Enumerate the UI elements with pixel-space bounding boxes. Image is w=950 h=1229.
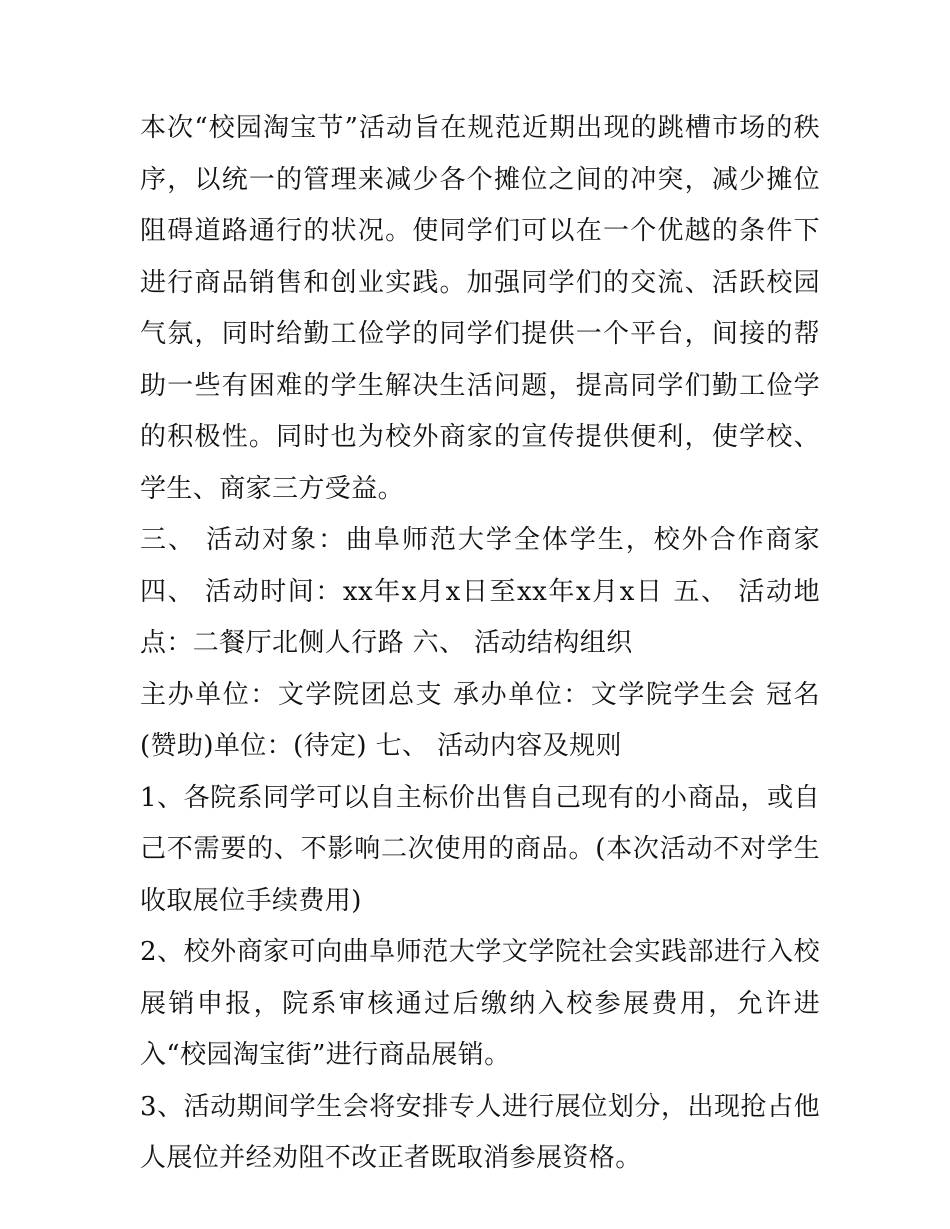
paragraph-rule-3: 3、活动期间学生会将安排专人进行展位划分，出现抢占他人展位并经劝阻不改正者既取消参展资格。	[140, 1091, 820, 1173]
paragraph-rule-2: 2、校外商家可向曲阜师范大学文学院社会实践部进行入校展销申报，院系审核通过后缴纳入校参展费用，允许进入“校园淘宝街”进行商品展销。	[140, 937, 820, 1070]
document-body	[140, 103, 820, 1185]
paragraph-organizers: 主办单位：文学院团总支 承办单位：文学院学生会 冠名(赞助)单位：(待定) 七、 活动内容及规则	[140, 679, 820, 761]
paragraph-purpose: 本次“校园淘宝节”活动旨在规范近期出现的跳槽市场的秩序，以统一的管理来减少各个摊位之间的冲突，减少摊位阻碍道路通行的状况。使同学们可以在一个优越的条件下进行商品销售和创业实践。加强同学们的交流、活跃校园气氛，同时给勤工俭学的同学们提供一个平台，间接的帮助一些有困难的学生解决生活问题，提高同学们勤工俭学的积极性。同时也为校外商家的宣传提供便利，使学校、学生、商家三方受益。	[140, 113, 820, 504]
paragraph-target-time-location: 三、 活动对象：曲阜师范大学全体学生，校外合作商家 四、 活动时间：xx年x月x日至xx年x月x日 五、 活动地点：二餐厅北侧人行路 六、 活动结构组织	[140, 525, 820, 658]
paragraph-rule-1: 1、各院系同学可以自主标价出售自己现有的小商品，或自己不需要的、不影响二次使用的商品。(本次活动不对学生收取展位手续费用)	[140, 782, 820, 916]
